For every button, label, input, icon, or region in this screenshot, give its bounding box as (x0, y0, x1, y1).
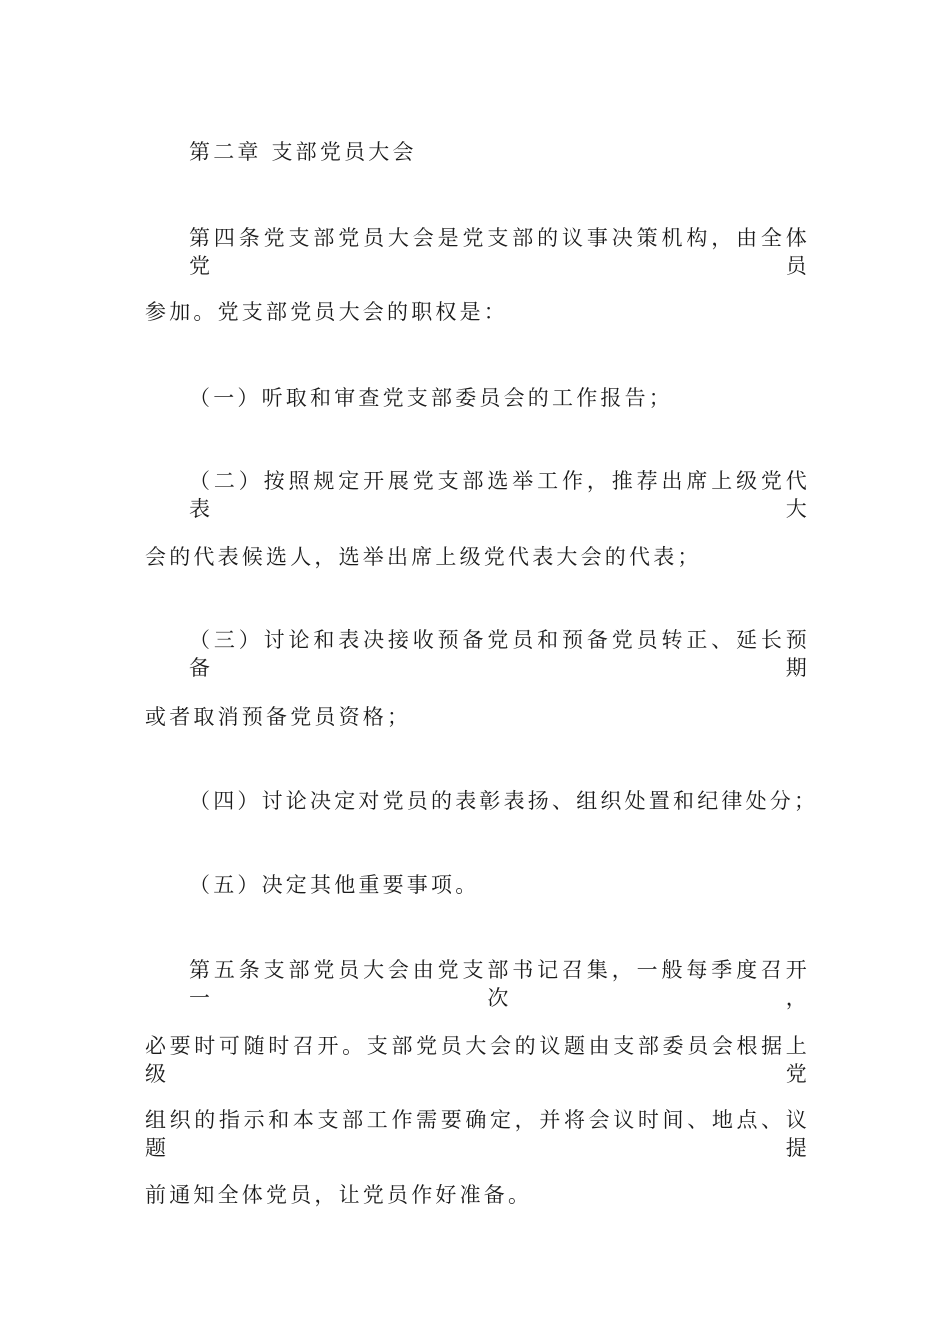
item-2-line-2: 会的代表候选人，选举出席上级党代表大会的代表； (145, 545, 702, 569)
item-4: （四）讨论决定对党员的表彰表扬、组织处置和纪律处分； (189, 789, 819, 813)
item-5: （五）决定其他重要事项。 (189, 873, 480, 897)
item-3-line-2: 或者取消预备党员资格； (145, 705, 412, 729)
article-5-line-4: 前通知全体党员，让党员作好准备。 (145, 1183, 533, 1207)
item-3-line-1: （三）讨论和表决接收预备党员和预备党员转正、延长预备期 (189, 628, 810, 680)
article-4-line-2: 参加。党支部党员大会的职权是： (145, 300, 508, 324)
article-5-line-1: 第五条支部党员大会由党支部书记召集，一般每季度召开一次， (189, 958, 810, 1010)
item-2-line-1: （二）按照规定开展党支部选举工作，推荐出席上级党代表大 (189, 469, 810, 521)
article-4-line-1: 第四条党支部党员大会是党支部的议事决策机构，由全体党员 (189, 226, 810, 278)
chapter-heading: 第二章 支部党员大会 (189, 140, 417, 164)
item-1: （一）听取和审查党支部委员会的工作报告； (189, 386, 673, 410)
article-5-line-2: 必要时可随时召开。支部党员大会的议题由支部委员会根据上级党 (145, 1034, 810, 1086)
article-5-line-3: 组织的指示和本支部工作需要确定，并将会议时间、地点、议题提 (145, 1108, 810, 1160)
